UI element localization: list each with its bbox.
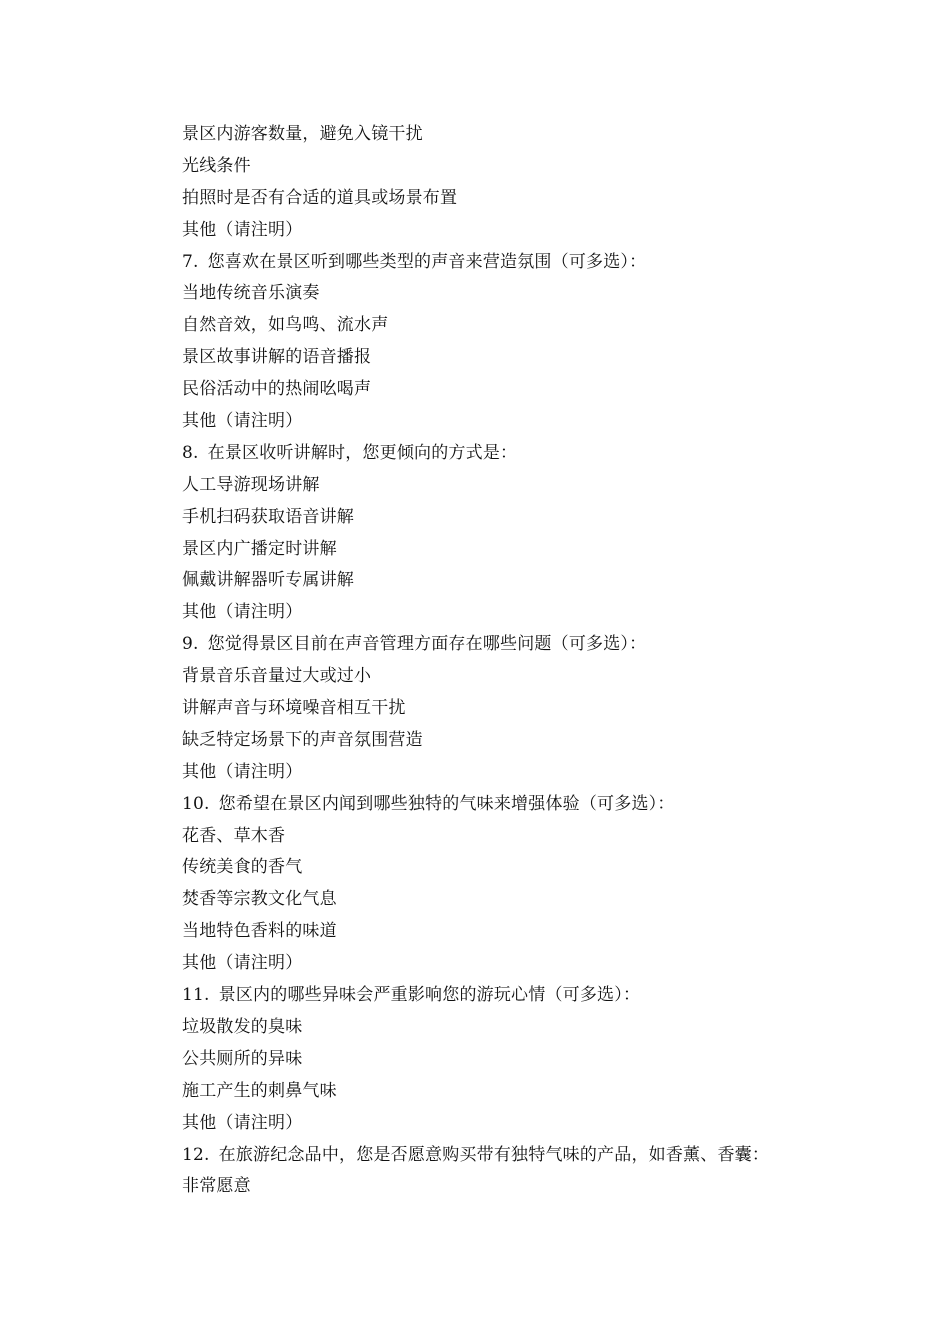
option-line: 缺乏特定场景下的声音氛围营造 [182, 729, 423, 750]
option-line: 非常愿意 [182, 1176, 251, 1197]
question-text: 您希望在景区内闻到哪些独特的气味来增强体验（可多选）： [218, 793, 675, 814]
question-text: 景区内的哪些异味会严重影响您的游玩心情（可多选）： [218, 985, 641, 1006]
option-line: 传统美食的香气 [182, 857, 303, 878]
option-line: 其他（请注明） [182, 219, 303, 240]
question-number: 11. [182, 985, 210, 1006]
option-line: 其他（请注明） [182, 953, 303, 974]
option-line: 花香、草木香 [182, 825, 286, 846]
option-line: 其他（请注明） [182, 761, 303, 782]
question-text: 在景区收听讲解时，您更倾向的方式是： [207, 442, 518, 463]
option-line: 民俗活动中的热闹吆喝声 [182, 379, 372, 400]
option-line: 焚香等宗教文化气息 [182, 889, 337, 910]
option-line: 手机扫码获取语音讲解 [182, 506, 354, 527]
question-text: 您喜欢在景区听到哪些类型的声音来营造氛围（可多选）： [207, 251, 647, 272]
option-line: 景区内广播定时讲解 [182, 538, 337, 559]
question-line [182, 629, 842, 661]
question-number: 12. [182, 1144, 210, 1165]
option-line: 公共厕所的异味 [182, 1048, 303, 1069]
survey-content [182, 119, 842, 1203]
question-text: 您觉得景区目前在声音管理方面存在哪些问题（可多选）： [207, 634, 647, 655]
question-number: 8. [182, 442, 199, 463]
question-number: 9. [182, 634, 199, 655]
question-line [182, 247, 842, 279]
question-line [182, 1140, 842, 1172]
option-line: 讲解声音与环境噪音相互干扰 [182, 698, 406, 719]
question-line [182, 980, 842, 1012]
option-line: 其他（请注明） [182, 602, 303, 623]
option-line: 施工产生的刺鼻气味 [182, 1080, 337, 1101]
option-line: 佩戴讲解器听专属讲解 [182, 570, 354, 591]
question-number: 10. [182, 793, 210, 814]
option-line: 景区故事讲解的语音播报 [182, 347, 372, 368]
option-line: 当地传统音乐演奏 [182, 283, 320, 304]
option-line: 垃圾散发的臭味 [182, 1016, 303, 1037]
question-text: 在旅游纪念品中，您是否愿意购买带有独特气味的产品，如香薰、香囊： [218, 1144, 770, 1165]
question-line [182, 789, 842, 821]
option-line: 自然音效，如鸟鸣、流水声 [182, 315, 389, 336]
option-line: 光线条件 [182, 155, 251, 176]
option-line: 其他（请注明） [182, 411, 303, 432]
option-line: 拍照时是否有合适的道具或场景布置 [182, 187, 458, 208]
option-line: 当地特色香料的味道 [182, 921, 337, 942]
question-line [182, 438, 842, 470]
question-number: 7. [182, 251, 199, 272]
option-line: 景区内游客数量，避免入镜干扰 [182, 124, 423, 144]
option-line: 其他（请注明） [182, 1112, 303, 1133]
option-line: 人工导游现场讲解 [182, 474, 320, 495]
option-line: 背景音乐音量过大或过小 [182, 666, 372, 687]
